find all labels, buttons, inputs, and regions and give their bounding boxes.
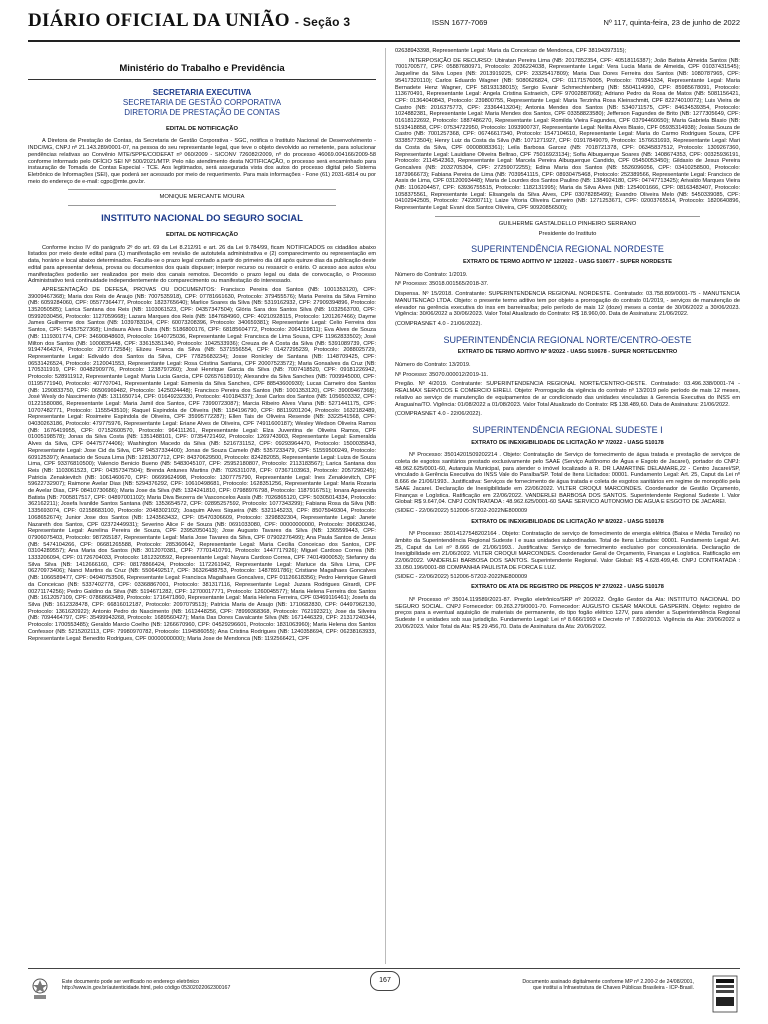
- verification-link[interactable]: http://www.in.gov.br/autenticidade.html, pelo código 05302022062300167: [62, 985, 231, 992]
- section-rule: [68, 205, 336, 206]
- signature-rule: [68, 189, 336, 190]
- signer-name: MONIQUE MERCANTE MOURA: [159, 194, 245, 201]
- edital-title: EDITAL DE NOTIFICAÇÃO: [166, 125, 238, 132]
- recurso-body: Ubiratan Pereira Lima (NB: 2017852354, CPF: 40518116387); João Batista Almeida Santos (NB: 7001700577, CPF: 05887680971, Protocolo: 2036224038, Representante Legal: Vera Lucia Maria de Almeida, CPF 01037431545); Jaqueline da Silva Lopes (NB: 2013919225, CPF: 23325417809); Maria Das Dores Ferreira dos Santos (NB: 1080787965, CPF: 95417320110); Carlos Eduardo Wagner (NB: 5080626824, CPF: 01171576005, Protocolo: 709841334, Representante Legal: Maria Bernadete Henz Wagner, CPF 58193138015); Sergio Evanir Schmechtenberg (NB: 5504114990, CPF: 85985678091, Protocolo: 113670491, Representante Legal: Angela Cristina Estraeich, CPF 97002887068); Adriano Pedro da Rosa de Matos (NB: 5081156421, CPF: 01364040843, Protocolo: 239800755, Representante Legal: Maria Terzinha Rosa Kleinschmitt, CPF 82274010072); Luis Vieira de Castro (NB: 2016375773, CPF: 23364413204); Antonia Mendes dos Santos (NB: 5340711575, CPF: 84634539354, Protocolo: 1024882381, Representante Legal: Maria Mendes dos Santos, CPF 03358823580); Jefferson Fagundes de Brito (NB: 1277305649, CPF: 01618122692, Protocolo: 1887486270, Representante Legal: Romilda Vieira Fagundes, CPF 03794460650); Maria Gabriela Blasio (NB: 5193418858, CPF: 07534722950, Protocolo: 1093900737, Representante Legal: Nelita Alves Blasio, CPF 05935314938); Josias Souza de Castro (NB: 7001257368, CPF: 06746617340, Protocolo: 1547104610, Representante Legal: Maria do Carmo Rodrigues Souza, CPF 93385773504); Henry Luiz da Costa da Silva (NB: 1071271927, CPF: 01917849079, Protocolo: 1576631693, Representante Legal: Mari da Costa da Silva, CPF 00008083361); Leila Barbosa Garcez (NB: 7018721378, CPF: 06345837512, Protocolo: 1309267360, Representante Legal: Lauidiane Oliveira Beltrao, CPF 75016923134); Sofia Albuquerque Soares (NB: 1408674353, CPF: 00325936191, Protocolo: 2114542363, Representante Legal: Marcela Pereira Albuquerque Candido, CPF 05450053450); Gildasio de Jesus Pereira Goncalves (NB: 2032705304, CPF: 27259072255); Edina Maria dos Santos (NB: 5526096056, CPF: 03410258500, Protocolo: 1873966673); Fabiana Pereira de Lima (NB: 7039541115, CPF: 08930475468, Protocolo: 252389566, Representante Legal: Francisco de Assis de Lima, CPF 03120093448); Maria de Lourdes dos Santos Paulino (NB: 1384924180, CPF: 04747713425); Arivaldo Marques Vieira (NB: 1106204457, CPF: 63936755515, Protocolo: 1182131995); Maria da Silva Alves (NB: 1254001666, CPF: 08163483407, Protocolo: 1058375561, Representante Legal: Elisangela da Silva Alves, CPF 03078285499); Evandro Oliveira Melo (NB: 5450339085, CPF: 04102942505, Protocolo: 742200711); Laize Vitoria Oliveira Carneiro (NB: 1271253671, CPF: 02003765514, Protocolo: 1820640896, Representante Legal: Evani dos Santos Oliveira, CPF 90920856500);: [395, 57, 740, 212]
- signature-line: Documento assinado digitalmente conforme MP nº 2.200-2 de 24/08/2001,: [522, 979, 694, 985]
- signer-name: GUILHERME GASTALDELLO PINHEIRO SERRANO: [498, 220, 637, 227]
- comprasnet-ref: (COMPRASNET 4.0 - 22/06/2022).: [395, 411, 482, 418]
- icp-brasil-logo-icon: [712, 975, 738, 1013]
- process-number: Nº Processo: 35070.000012/2019-11.: [395, 371, 489, 378]
- org-gestao-corporativa: SECRETARIA DE GESTÃO CORPORATIVA: [122, 97, 282, 107]
- gazette-header: [28, 6, 740, 42]
- left-column: [28, 48, 376, 964]
- section-label: - Seção 3: [294, 15, 351, 29]
- defesa-body: Francisco Pereira dos Santos (NB: 1001353120), CPF: 39009467368); Maria dos Reis de Araujo (NB: 7007535918), CPF: 07781661630, Protocolo: 379455576); Maria Pereira da Silva Firmino (NB: 6059284060, CPF: 05577364477, Protocolo: 1823765640); Marlice Soares da Silva (NB: 5319162932, CPF: 27909394896, Protocolo: 1352050585); Larica Santana dos Reis (NB: 1103061523, CPF: 04357347504); Glória Sara dos Santos Silva (NB: 1032563700, CPF: 05992030456, Protocolo: 1127059668); Lazara Marques dos Reis (NB: 1847684960, CPF: 40210928115, Protocolo: 1201267466); Dayme James Guilherme dos Santos (NB: 1039783104, CPF: 60073208396, Protocolo: 340659381); Representante Legal: Celio Ferreira dos Santos, CPF: 54357527368); Lindaura Alves Dutra (NB: 5186800176, CPF: 68185604772, Protocolo: 2064119811); Eva Alves de Souza (NB: 1119301774, CPF: 34690848603, Protocolo: 1640725036, Representante Legal: Francisca de Lima Sousa, CPF 11962833502); José Milton dos Santos (NB: 1000835448, CPF: 33615351340, Protocolo: 1042533936); Creuza de A Costa da Silva (NB: 5391089739, CPF: 91947464374, Protocolo: 2077172584); Elizeu Franca da Silva (NB: 5371556554, CPF: 01427295239, Protocolo: 2088025729, Representante Legal: Edivaldo dos Santos da Silva, CPF 77825683234); Josse Ronicley de Santana (NB: 1148709425, CPF: 06531426524, Protocolo: 2120041553, Representante Legal: Rosa Cristina Santana, CPF 20007523572); Maria Gonsalves da Cruz (NB: 1705311919, CPF: 00482909776, Protocolo: 1238797260); José Henrique Garcia da Silva (NB: 7007418520, CPF: 09181226942, Protocolo: 528911912, Representante Legal: Maria Lucia Garcia, CPF 02657618910); Alexandre da Silva Sanches (NB: 7009945000, CPF: 01195771940, Protocolo: 407707041, Representante Legal: Esmenia da Silva Sanches, CPF 88543600930); Lucas Carneiro dos Santos (NB: 1290833750, CPF: 06506969482, Protocolo: 1425024448); Francisco Pereira dos Santos (NB: 1001353120), CPF: 39009467368); José Wesly do Nascimento (NB: 1311650714, CPF: 01649232330, Protocolo: 410184337); José Carlos dos Santos (NB: 1056503332, CPF: 01221580086, Representante Legal: Maria Jamil dos Santos, CPF 73990723087); Marcia Ribeiro Alves Viana (NB: 5271441175, CPF: 10707482771, Protocolo: 1155543510); Raquel Espindola de Oliveira (NB: 1184196790, CPF: 88119201204, Protocolo: 1632182489, Representante Legal: Rosimeire Espindola de Oliveira, CPF 35995772287); Ellen Tais de Oliveira Resende (NB: 3322541568, CPF: 04030263186, Protocolo: 479775976, Representante Legal: Eriane Alves de Oliveira, CPF 74911600187); Wesley Wedson Oliveira Ramos (NB: 1676419955, CPF: 07152600570, Protocolo: 964111261, Representante Legal: Elza Juventina de Oliveira Ramos, CPF 01005198578); Jonas da Silva Costa (NB: 1351488101, CPF: 07354721492, Protocolo: 1269743903, Representante Legal: Esmeralda Alves da Silva, CPF 04475774406); Washington Macedo da Silva (NB: 5216731152, CPF: 09293964470, Protocolo: 1500035843, Representante Legal: Jose Cid da Silva, CPF 94537334400); Jonas de Souza Camelo (NB: 5357233479, CPF: 51559500249, Protocolo: 609125397); Anastacio de Souza Lima (NB: 1281307712, CPF: 84370629500, Protocolo: 824282055, Representante Legal: Luiza de Souza Lima, CPF 93376810500); Valencio Benicio Bueno (NB: 5483045107, CPF: 25952180807, Protocolo: 2113183567); Larica Santana dos Reis (NB: 1103061523, CPF: 04357347504); Brenda Antunes Martins (NB: 7026311078, CPF: 07367103963, Protocolo: 2057290245); Patricia Zenakievitch (NB: 1061460670, CPF: 06699624998, Protocolo: 1307775790, Representante Legal: Ines Zenakievitch, CPF 59622732907); Raimone Avelar Dias (NB: 5294376292, CPF: 10610498681, Protocolo: 1628351256, Representante Legal: Maria Rozaria de Avelar Dias, CPF 08410730686); Maria Jose da Silva (NB: 1324241810, CPF: 07988976798, Protocolo: 1187916751); Ionara Aparecida Batista (NB: 7005817517, CPF: 04897001102); Maria Diva Bezerra de Vasconcelos Assis (NB: 7026865120, CPF: 50305014334, Protocolo: 362162211); Josefa Ivanilde Santos Santana (NB: 1353654572, CPF: 02895257592, Protocolo: 1077343299); Fabiana Rosa da Silva (NB: 1335693074, CPF: 02158683100, Protocolo: 2048302102); Joaquim Alves Siqueira (NB: 5321145233, CPF: 85075949304, Protocolo: 1068652674); Junior Jose dos Santos (NB: 1243563432, CPF: 05470306609, Protocolo: 3298832304, Representante Legal: Janete Nazareth dos Santos, CPF 02372449931); Severino Alice F de Souza (NB: 0691033080, CPF: 00000000000, Protocolo: 396830246, Representante Legal: Aurelina Pereira de Souza, CPF 23952050413); Jose Augusto Tavares da Silva (NB: 1365599443, CPF: 07906075403, Protocolo: 987265187, Representante Legal: Maria Jose Tavares da Silva, CPF 07902276499); Ana Paula Santos de Jesus (NB: 5474104266, CPF: 06681265588, Protocolo: 285360642, Representante Legal: Maria Cecilia Conceicao dos Santos, CPF 03104289557); Ana Maria dos Santos (NB: 3012070381, CPF: 77701410791, Protocolo: 1447717926); Miguel Cardoso Correa (NB: 1333206094, CPF: 01726704033, Protocolo: 1812320592, Representante Legal: Nayara Cardoso Correa, CPF 74014900053); Stefanny da Silva Silva (NB: 1412666160, CPF: 08178866424, Protocolo: 1172261942, Representante Legal: Mariuce da Silva Lima, CPF 06270973406); Nanci Martins da Cruz (NB: 5506492517, CPF: 36326488753, Protocolo: 1487891786); Cristiane Magalhaes Goncalves (NB: 1066589477, CPF: 04940753506, Representante Legal: Francisca Magalhaes Goncalves, CPF 01126618356); Pedro Henrique Girardi da Conceicao (NB: 5337402778, CPF: 03368867001, Protocolo: 381317116, Representante Legal: Juzara Rodrigues Girardi, CPF 00271174256); Pedro Galdino da Silva (NB: 5194671282, CPF: 12700017771, Protocolo: 1260045577); Maria Helena Ferreira dos Santos (NB: 1612057109, CPF: 07868663489, Protocolo: 1716471860, Representante Legal: Maria Helena Ferreira, CPF 03469116461); Josefa da Silva (NB: 1612328478, CPF: 66816012187, Protocolo: 2097079513); Patricia Maria de Araujo (NB: 1710682830, CPF: 04497962130, Protocolo: 1361620922); Antonio Pedro do Nascimento (NB: 1612448256, CPF: 78999368368, Protocolo: 762192321); Jose da Silveira (NB: 7094464797, CPF: 35499943268, Protocolo: 1689560427); Maria Das Dores Cavalcante Silva (NB: 1671446329, CPF: 21317240344, Protocolo: 1700553485); Geraldo Marcio Coelho (NB: 1266670960, CPF: 04529296601, Protocolo: 1831063960); Maria Helena dos Santos Confessor (NB: 5215202113, CPF: 79980970782, Protocolo: 1194586055); Ana Cristina Rodrigues (NB: 1240358694, CPF: 06238163933, Representante Legal: Benedito Rodrigues, CPF 00000000000); Maria Jose de Mendonca (NB: 1192566421, CPF: [28, 286, 376, 642]
- column-divider: [385, 48, 386, 964]
- extrato-body: Nº Processo nº 35014.119589/2021-87. Pregão eletrônico/SRP nº 20/2022. Órgão Gestor da Ata: INSTITUTO NACIONAL DO SEGURO SOCIAL. CNPJ Fornecedor: 09.263.279/0001-70. Fornecedor: AUGUSTO CESAR MAKOUL GASPERIN. Objeto: registro de preços para a eventual aquisição de materiais de permanente, do tipo fogão elétrico 127V, para atender a Superintendência Regional Sudeste I e unidades sob sua jurisdição. Fundamento Legal: Lei nº 8.666/1993 e Decreto nº 7.892/2013. Vigência da Ata: 20/06/2022 a 20/06/2023. Valor Total da Ata: R$ 29.456,70. Data de Assinatura da Ata: 20/06/2022.: [395, 597, 740, 630]
- verification-line: Este documento pode ser verificado no endereço eletrônico: [62, 979, 199, 985]
- extrato-title: EXTRATO DE TERMO ADITIVO Nº 12/2022 - UASG 510677 - SUPER NORDESTE: [463, 258, 672, 265]
- edital-body: A Diretora de Prestação de Contas, da Secretaria de Gestão Corporativa - SGC, notifica o Instituto Nacional de Desenvolvimento - INDC/MG, CNPJ nº 21.143.289/0001-07, na pessoa do seu representante legal, que teve o objeto devolvido ao remetente, para solucionar pendências relativas ao Convênio MTE/SPPE/CODEFAT nº 060/2009 - SICONV 726082/2009, nº do processo 46069.004166/2009-58 conforme informado pelo OFÍCIO SEI Nº 500/2021/MTP. Pelo não atendimento desta NOTIFICAÇÃO, o processo será encaminhado para instauração de Tomada de Contas Especial - TCE. Aos legitimados, será assegurada vista dos autos do processo digital pelo Sistema Eletrônico de Informações (SEI), que poderá ser acessado por meio de requerimento. Para mais informações - Fone (61) 2031-6814 ou por meio do endereço de e-mail: cgpc@mte.gov.br.: [28, 138, 376, 185]
- extrato-title: EXTRATO DE TERMO ADITIVO Nº 9/2022 - UASG 510678 - SUPER NORTE/CENTRO: [457, 349, 678, 356]
- sidec-ref: (SIDEC - 22/06/2022) 512006-57202-2022NE800009: [395, 573, 528, 580]
- contract-number: Número do Contrato: 13/2019.: [395, 362, 471, 369]
- verification-note: [62, 979, 342, 992]
- recurso-list: [395, 58, 740, 212]
- edital-title-inss: EDITAL DE NOTIFICAÇÃO: [166, 232, 238, 239]
- contract-number: Número do Contrato: 1/2019.: [395, 271, 468, 278]
- org-secretaria-executiva: SECRETARIA EXECUTIVA: [152, 87, 252, 97]
- signature-line: que institui a Infraestrutura de Chaves Públicas Brasileira - ICP-Brasil.: [532, 985, 694, 992]
- superintendencia-norte-centro: SUPERINTENDÊNCIA REGIONAL NORTE/CENTRO-OESTE: [443, 334, 692, 345]
- page-footer: [28, 968, 740, 1019]
- extrato-title: EXTRATO DE INEXIGIBILIDADE DE LICITAÇÃO Nº 8/2022 - UASG 510178: [471, 518, 664, 525]
- ministry-heading: Ministério do Trabalho e Previdência: [28, 48, 376, 80]
- signature-note: [506, 979, 694, 992]
- process-number: Nº Processo: 35018.001565/2018-37.: [395, 281, 489, 288]
- superintendencia-nordeste: SUPERINTENDÊNCIA REGIONAL NORDESTE: [471, 244, 664, 255]
- edital-inss-intro: Conforme inciso IV do parágrafo 2º do art. 69 da Lei 8.212/91 e art. 26 da Lei 9.784/99, ficam NOTIFICADOS os cidadãos abaixo listados por meio deste edital para (1) manifestação em revisão de autotutela administrativa e (2) comparecimento ou representação em data, horário e local abaixo determinados. Faculta-se o prazo legal contado a partir do primeiro dia útil após quinze dias da publicação deste edital para apresentar defesa, provas ou documentos dos quais dispuser; interpor recurso ou ressarcir o erário. O acesso aos autos e/ou manifestações poderão ser realizados por meio dos canais remotos. Decorrido o prazo legal ou data de convocação, o Processo Administrativo terá continuidade independentemente do comparecimento ou manifestação do interessado.: [28, 244, 376, 285]
- extrato-body: Pregão. Nº 4/2019. Contratante: SUPERINTENDENCIA REGIONAL NORTE/CENTRO-OESTE. Contratado: 03.496.338/0001-74 - REALMAX SERVICOS E COMERCIO EIRELI. Objeto: Prorrogação da vigência do contrato nº 13/2019 pelo período de mais 12 meses, relativo ao serviço de manutenção de equipamentos de ar condicionado das unidades vinculadas à Gerencia Executiva do INSS em Araguaína/TO. Vigência: 01/08/2022 a 01/08/2023. Valor Total Atualizado do Contrato: R$ 138.489,60. Data de Assinatura: 21/06/2022.: [395, 381, 740, 408]
- signature-rule: [435, 216, 700, 217]
- masthead-title: DIÁRIO OFICIAL DA UNIÃO: [28, 10, 290, 31]
- recurso-heading: INTERPOSIÇÃO DE RECURSO:: [409, 57, 493, 64]
- sidec-ref: (SIDEC - 22/06/2022) 512006-57202-2022NE800009: [395, 507, 528, 514]
- list-continuation: 02638943398, Representante Legal: Maria da Conceicao de Mendonca, CPF 38194397315);: [395, 48, 627, 54]
- right-column: [395, 48, 740, 964]
- org-prestacao-contas: DIRETORIA DE PRESTAÇÃO DE CONTAS: [124, 107, 280, 117]
- defesa-list: [28, 287, 376, 642]
- extrato-body: Nº Processo: 35014201509202214 . Objeto: Contratação de Serviço de fornecimento de água tratada e prestação de serviços de coleta de esgotos sanitários prestado exclusivamente pelo SAAE (Serviço Autônomo de Água e Esgoto de Jacareí), portador do CNPJ: 48.962.625/0001-60, Autarquia Municipal, para atender o imóvel localizado à R. DR LAMARTINE DELAMARE,22 - Centro Jacareí/SP, vinculado à Gerência Executiva do INSS Vale do Paraíba/SP. Total de Itens Licitados: 00001. Fundamento Legal: Art. 25, Caput da Lei nº 8.666 de 21/06/1993.. Justificativa: Serviços de fornecimento de água tratada e coleta de esgotos sanitários em regime de monopólio pela SAAE Jacareí. Declaração de Inexigibilidade em 22/06/2022. VILTER CROQUI MARCONDES. Coordenador de Gestão Orçamento, Finanças e Logística. Ratificação em 22/06/2022. VANDERLEI BARBOSA DOS SANTOS. Superintendente Regional Sudeste I. Valor Global: R$ 9.647,04. CNPJ CONTRATADA : 48.962.625/0001-60 SAAE SERVICO AUTONOMO DE AGUA E ESGOTO DE JACAREI.: [395, 452, 740, 506]
- masthead: [28, 10, 350, 32]
- edition-date: Nº 117, quinta-feira, 23 de junho de 2022: [603, 18, 740, 27]
- signer-role: Presidente do Instituto: [538, 230, 597, 237]
- extrato-body: Nº Processo: 35014127548202164 . Objeto: Contratação de serviço de fornecimento de energia elétrica (Baixa e Média Tensão) no âmbito da Superintendência Regional Sudeste I e suas unidades subordinadas. Total de Itens Licitados: 00001. Fundamento Legal: Art. 25, Caput da Lei nº 8.666 de 21/06/1993.. Justificativa: Serviço de fornecimento exclusivo por concessionária. Declaração de Inexigibilidade em 21/06/2022. VILTER CROQUI MARCONDES. Coordenador Geral de Orçamento, Finanças e Logística. Ratificação em 22/06/2022. VANDERLEI BARBOSA DOS SANTOS. Superintendente Regional. Valor Global: R$ 4.628.499,48. CNPJ CONTRATADA : 33.050.196/0001-88 COMPANHIA PAULISTA DE FORCA E LUZ.: [395, 531, 740, 571]
- extrato-title: EXTRATO DE INEXIGIBILIDADE DE LICITAÇÃO Nº 7/2022 - UASG 510178: [471, 439, 664, 446]
- issn: ISSN 1677-7069: [432, 18, 488, 27]
- page-number: 167: [370, 971, 400, 991]
- extrato-body: Dispensa. Nº 15/2018. Contratante: SUPERINTENDENCIA REGIONAL NORDESTE. Contratado: 03.758.809/0001-75 - MANUTENCIA MANUTENCAO LTDA. Objeto: o presente termo aditivo tem por objeto a prorrogação do contrato 01/2019, - serviços de manutenção de elevador na gerência executiva do inss em barreiras/ba; pelo período de mais 12 (doze) meses a contar de 30/06/2022 a 30/06/2023. Vigência: 30/06/2022 a 30/06/2023. Valor Total Atualizado do Contrato: R$ 18.960,00. Data de Assinatura: 21/06/2022.: [395, 291, 740, 318]
- defesa-heading: APRESENTAÇÃO DE DEFESA, PROVAS OU DOCUMENTOS:: [42, 286, 216, 293]
- superintendencia-sudeste-i: SUPERINTENDÊNCIA REGIONAL SUDESTE I: [472, 424, 663, 435]
- org-inss: INSTITUTO NACIONAL DO SEGURO SOCIAL: [101, 213, 303, 225]
- extrato-title: EXTRATO DE ATA DE REGISTRO DE PREÇOS Nº 27/2022 - UASG 510178: [471, 584, 664, 591]
- comprasnet-ref: (COMPRASNET 4.0 - 21/06/2022).: [395, 320, 482, 327]
- coat-of-arms-icon: [30, 977, 50, 1001]
